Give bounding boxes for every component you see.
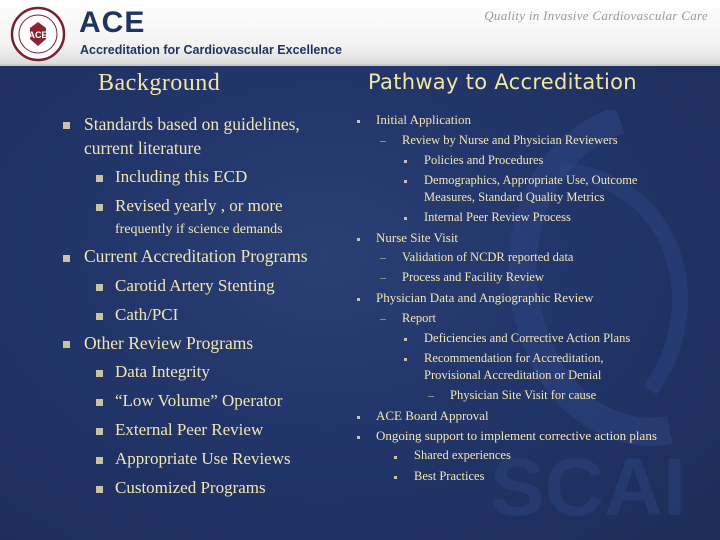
right-item: Physician Data and Angiographic Review <box>376 290 594 305</box>
bullet-dot-icon <box>394 456 397 459</box>
right-item: Physician Site Visit for cause <box>450 388 597 402</box>
right-item: Process and Facility Review <box>402 270 544 284</box>
bullet-square-icon <box>96 370 103 377</box>
left-item: Cath/PCI <box>115 305 179 324</box>
left-item: Revised yearly , or more <box>115 196 283 215</box>
bullet-dot-icon <box>404 180 407 183</box>
svg-text:ACE: ACE <box>28 30 48 40</box>
right-item: Deficiencies and Corrective Action Plans <box>424 331 631 345</box>
dash-icon: – <box>380 311 386 325</box>
bullet-square-icon <box>96 399 103 406</box>
left-item: “Low Volume” Operator <box>115 391 283 410</box>
bullet-square-icon <box>63 341 70 348</box>
right-item: Policies and Procedures <box>424 153 544 167</box>
left-item: frequently if science demands <box>115 222 283 237</box>
left-item: External Peer Review <box>115 420 264 439</box>
left-item: Carotid Artery Stenting <box>115 276 275 295</box>
bullet-square-icon <box>96 313 103 320</box>
bullet-square-icon <box>96 284 103 291</box>
left-item: current literature <box>84 138 202 158</box>
right-item: Recommendation for Accreditation, <box>424 351 604 365</box>
left-item: Customized Programs <box>115 478 266 497</box>
bullet-square-icon <box>96 486 103 493</box>
dash-icon: – <box>380 250 386 264</box>
brand-title: ACE <box>79 6 146 39</box>
bullet-dot-icon <box>357 436 360 439</box>
bullet-dot-icon <box>357 416 360 419</box>
svg-text:SCAI: SCAI <box>490 442 686 533</box>
tagline: Quality in Invasive Cardiovascular Care <box>484 8 708 23</box>
bullet-dot-icon <box>404 160 407 163</box>
right-item: Internal Peer Review Process <box>424 210 571 224</box>
left-item: Including this ECD <box>115 167 248 186</box>
right-item: Report <box>402 311 437 325</box>
right-item: ACE Board Approval <box>376 408 489 423</box>
left-item: Standards based on guidelines, <box>84 114 300 134</box>
bullet-dot-icon <box>404 358 407 361</box>
right-heading: Pathway to Accreditation <box>368 70 637 94</box>
header-bar <box>0 0 720 66</box>
dash-icon: – <box>380 270 386 284</box>
bullet-square-icon <box>63 255 70 262</box>
dash-icon: – <box>428 388 434 402</box>
right-item: Initial Application <box>376 112 471 127</box>
bullet-dot-icon <box>357 238 360 241</box>
left-item: Data Integrity <box>115 362 210 381</box>
left-item: Current Accreditation Programs <box>84 246 308 266</box>
left-heading: Background <box>98 70 221 96</box>
bullet-dot-icon <box>404 217 407 220</box>
bullet-dot-icon <box>394 476 397 479</box>
bullet-square-icon <box>96 428 103 435</box>
right-item: Review by Nurse and Physician Reviewers <box>402 133 618 147</box>
bullet-square-icon <box>96 175 103 182</box>
bullet-dot-icon <box>357 298 360 301</box>
bullet-square-icon <box>96 204 103 211</box>
right-item: Ongoing support to implement corrective action plans <box>376 428 657 443</box>
left-item: Appropriate Use Reviews <box>115 449 291 468</box>
right-item: Measures, Standard Quality Metrics <box>424 190 605 204</box>
bullet-dot-icon <box>404 338 407 341</box>
brand-subtitle: Accreditation for Cardiovascular Excellence <box>80 43 342 57</box>
right-item: Best Practices <box>414 469 485 483</box>
left-item: Other Review Programs <box>84 333 254 353</box>
ace-seal-logo-icon <box>10 6 66 62</box>
bullet-dot-icon <box>357 120 360 123</box>
bullet-square-icon <box>63 122 70 129</box>
right-item: Demographics, Appropriate Use, Outcome <box>424 173 638 187</box>
dash-icon: – <box>380 133 386 147</box>
bullet-square-icon <box>96 457 103 464</box>
right-item: Nurse Site Visit <box>376 230 459 245</box>
right-item: Shared experiences <box>414 448 511 462</box>
right-item: Validation of NCDR reported data <box>402 250 574 264</box>
right-item: Provisional Accreditation or Denial <box>424 368 602 382</box>
